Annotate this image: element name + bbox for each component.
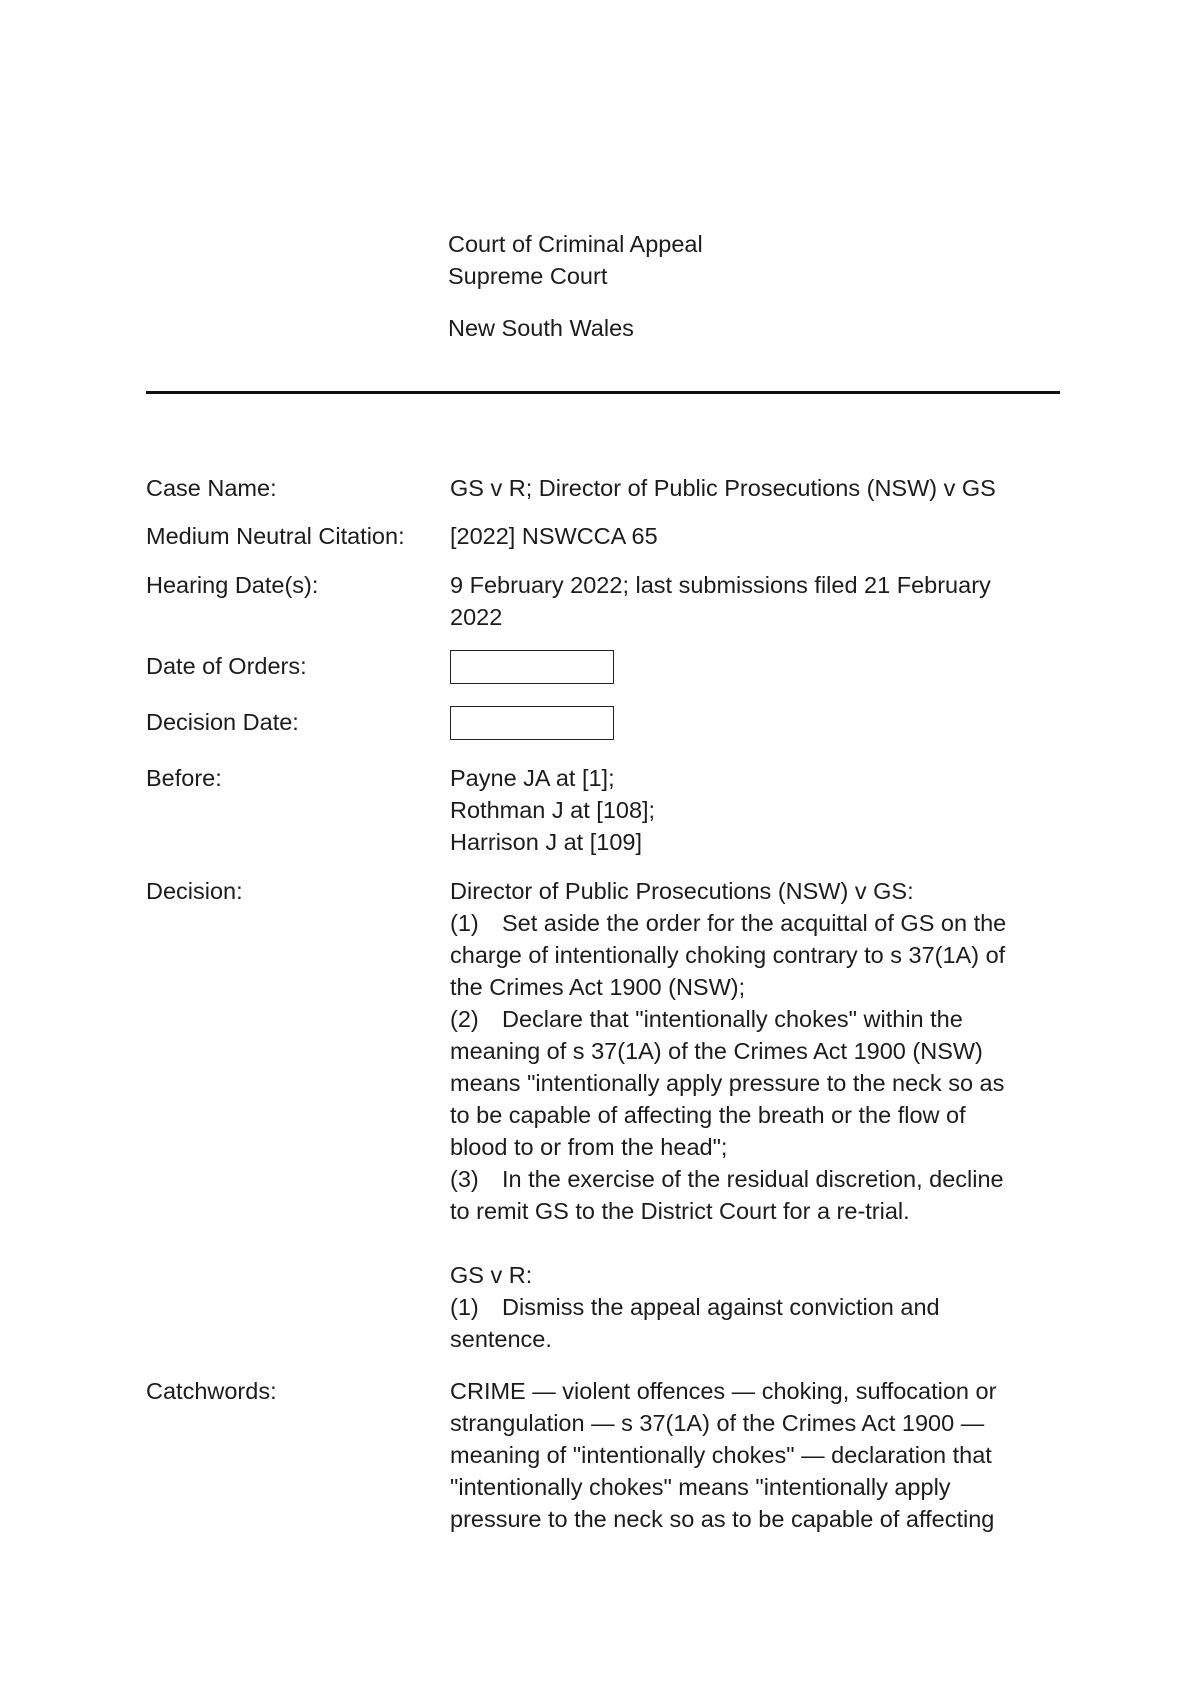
order-line: (1) Dismiss the appeal against conviction and bbox=[450, 1291, 1050, 1323]
citation-value: [2022] NSWCCA 65 bbox=[450, 523, 658, 549]
decision-heading: GS v R: bbox=[450, 1262, 533, 1288]
order-line: meaning of s 37(1A) of the Crimes Act 1900 (NSW) bbox=[450, 1038, 983, 1064]
catchwords-line: "intentionally chokes" means "intentionally apply bbox=[450, 1474, 951, 1500]
order-line: blood to or from the head"; bbox=[450, 1134, 728, 1160]
order-line: charge of intentionally choking contrary to s 37(1A) of bbox=[450, 942, 1006, 968]
order-line: means "intentionally apply pressure to the neck so as bbox=[450, 1070, 1005, 1096]
spacer bbox=[450, 1227, 1050, 1259]
before-value bbox=[450, 762, 1050, 858]
hearing-line: 2022 bbox=[450, 604, 503, 630]
catchwords-line: meaning of "intentionally chokes" — declaration that bbox=[450, 1442, 992, 1468]
order-line: to remit GS to the District Court for a re-trial. bbox=[450, 1198, 910, 1224]
decision-date-label: Decision Date: bbox=[146, 709, 299, 735]
catchwords-value bbox=[450, 1375, 1050, 1535]
hearing-value bbox=[450, 569, 1050, 633]
order-line: the Crimes Act 1900 (NSW); bbox=[450, 974, 746, 1000]
catchwords-line: strangulation — s 37(1A) of the Crimes Act 1900 — bbox=[450, 1410, 985, 1436]
hearing-label: Hearing Date(s): bbox=[146, 572, 319, 598]
order-number: (2) bbox=[450, 1006, 479, 1032]
court-level: Supreme Court bbox=[448, 263, 608, 289]
decision-heading: Director of Public Prosecutions (NSW) v GS: bbox=[450, 878, 914, 904]
catchwords-line: pressure to the neck so as to be capable of affecting bbox=[450, 1506, 995, 1532]
date-of-orders-field[interactable] bbox=[450, 650, 614, 684]
judge-line: Rothman J at [108]; bbox=[450, 797, 656, 823]
order-number: (1) bbox=[450, 1294, 479, 1320]
order-line: (3) In the exercise of the residual discretion, decline bbox=[450, 1163, 1050, 1195]
order-line: to be capable of affecting the breath or the flow of bbox=[450, 1102, 966, 1128]
order-number: (3) bbox=[450, 1166, 479, 1192]
decision-date-field[interactable] bbox=[450, 706, 614, 740]
judge-line: Harrison J at [109] bbox=[450, 829, 643, 855]
header-divider bbox=[146, 391, 1060, 394]
decision-value bbox=[450, 875, 1050, 1355]
case-name-value: GS v R; Director of Public Prosecutions (NSW) v GS bbox=[450, 475, 996, 501]
order-line: (2) Declare that "intentionally chokes" within the bbox=[450, 1003, 1050, 1035]
case-name-label: Case Name: bbox=[146, 475, 277, 501]
court-header bbox=[448, 228, 703, 344]
hearing-line: 9 February 2022; last submissions filed 21 February bbox=[450, 572, 991, 598]
court-name: Court of Criminal Appeal bbox=[448, 231, 703, 257]
catchwords-label: Catchwords: bbox=[146, 1378, 277, 1404]
date-of-orders-label: Date of Orders: bbox=[146, 653, 307, 679]
order-number: (1) bbox=[450, 910, 479, 936]
order-line: (1) Set aside the order for the acquittal of GS on the bbox=[450, 907, 1050, 939]
before-label: Before: bbox=[146, 765, 222, 791]
court-state: New South Wales bbox=[448, 315, 634, 341]
citation-label: Medium Neutral Citation: bbox=[146, 523, 405, 549]
decision-label: Decision: bbox=[146, 878, 243, 904]
order-line: sentence. bbox=[450, 1326, 552, 1352]
judge-line: Payne JA at [1]; bbox=[450, 765, 615, 791]
catchwords-line: CRIME — violent offences — choking, suffocation or bbox=[450, 1378, 997, 1404]
